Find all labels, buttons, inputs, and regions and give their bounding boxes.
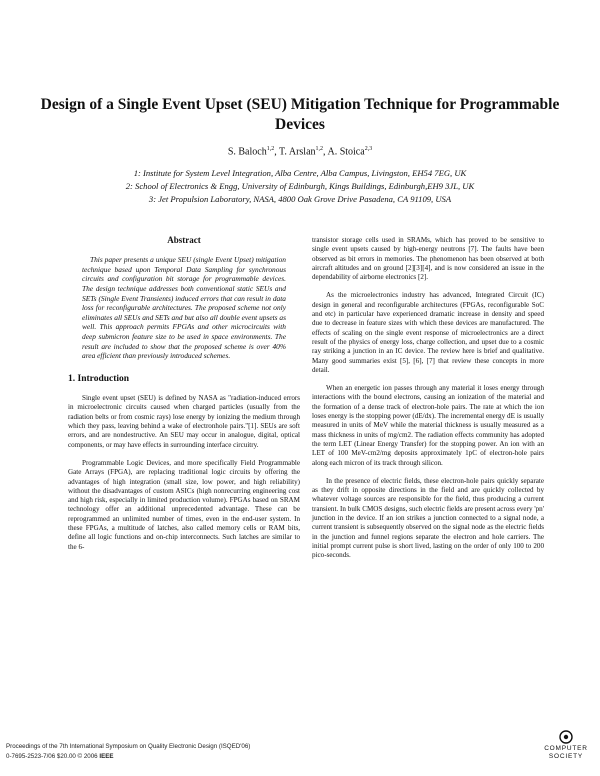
abstract-text: This paper presents a unique SEU (single Event Upset) mitigation technique based upon Temporal Data Sampling for synchronous circuits and configuration bit storage for programmable devices. The design technique addresses both conventional static SEUs and SETs (Single Event Transients) induced errors that can result in data loss for reconfigurable architectures. The proposed scheme not only eliminates all SEUs and SETs and but also all double event upsets as well. This approach permits FPGAs and other microcircuits with deep submicron feature size to be used in space environments. The result are included to show that the proposed scheme is over 40% area efficient than previously introduced schemes. <box>82 255 286 361</box>
author-affil-sup: 2,3 <box>364 146 373 152</box>
page-footer <box>6 742 250 761</box>
author-name: T. Arslan <box>279 146 316 158</box>
body-paragraph: Programmable Logic Devices, and more specifically Field Programmable Gate Arrays (FPGA), are replacing traditional logic circuits by offering the advantages of high integration (small size, low power, and high reliability) without the disadvantages of custom ASICs (high nonrecurring engineering cost and high risk, especially in limited production volume). FPGAs based on SRAM technology offer an additional unprecedented advantage. These can be reprogrammed an unlimited number of times, even in the end-user system. In these FPGAs, a multitude of latches, also called memory cells or RAM bits, define all logic functions and on-chip interconnects. Such latches are similar to the 6- <box>68 458 300 551</box>
paper-title: Design of a Single Event Upset (SEU) Mitigation Technique for Programmable Devices <box>40 96 560 133</box>
affiliation: 1: Institute for System Level Integration, Alba Centre, Alba Campus, Livingston, EH54 7EG, UK <box>133 168 467 178</box>
computer-society-icon <box>557 730 575 744</box>
footer-copyright <box>6 752 250 762</box>
author-affil-sup: 1,2 <box>266 146 275 152</box>
author-affil-sup: 1,2 <box>315 146 324 152</box>
logo-text-computer: COMPUTER <box>544 745 588 752</box>
author-name: S. Baloch <box>227 146 267 158</box>
computer-society-logo <box>536 730 596 761</box>
right-column <box>312 236 544 570</box>
body-paragraph: When an energetic ion passes through any material it loses energy through interactions with the bound electrons, causing an ionization of the material and the formation of a dense track of electron-hole pairs. The rate at which the ion loses energy is the stopping power (dE/dx). The incremental energy dE is usually measured in units of MeV while the material thickness is usually measured as a mass thickness in units of mg/cm2. The radiation effects community has adopted the term LET (Linear Energy Transfer) for the stopping power. An ion with an LET of 100 MeV-cm2/mg deposits approximately 1pC of electron-hole pairs along each micron of its track through silicon. <box>312 384 544 467</box>
section-heading-introduction: 1. Introduction <box>68 373 130 384</box>
footer-ieee: IEEE <box>99 752 114 760</box>
footer-proceedings: Proceedings of the 7th International Symposium on Quality Electronic Design (ISQED'06) <box>6 743 251 750</box>
logo-text-society: SOCIETY <box>548 753 584 760</box>
body-paragraph: transistor storage cells used in SRAMs, which has proved to be sensitive to single event upsets caused by high-energy neutrons [7]. The faults have been observed as bit errors in memories. The phenomenon has been observed at both aircraft altitudes and on ground [2][3][4], and is now considered an issue in the dependability of airborne electronics [2]. <box>312 236 544 282</box>
left-column <box>68 236 300 561</box>
body-paragraph: Single event upset (SEU) is defined by NASA as "radiation-induced errors in microelectronic circuits caused when charged particles (usually from the radiation belts or from cosmic rays) lose energy by ionizing the medium through which they pass, leaving behind a wake of electronhole pairs."[1]. SEUs are soft errors, and are nondestructive. An SEU may occur in analogue, digital, optical components, or may have effects in surrounding interface circuitry. <box>68 394 300 449</box>
affiliation: 3: Jet Propulsion Laboratory, NASA, 4800 Oak Grove Drive Pasadena, CA 91109, USA <box>148 194 452 204</box>
footer-isbn: 0-7695-2523-7/06 $20.00 © 2006 <box>6 752 98 760</box>
affiliation-list <box>0 167 600 206</box>
body-paragraph: As the microelectronics industry has advanced, Integrated Circuit (IC) design in general and reconfigurable architectures (FPGAs, reconfigurable SoC and etc) in particular have experienced dramatic increase in density and speed due to decrease in feature sizes with which these devices are manufactured. The effects of scaling on the single event response of microelectronics are a direct result of the physics of energy loss, charge collection, and upset due to a cosmic ray striking a junction in an IC device. The review here is brief and qualitative. Many good summaries exist [5], [6], [7] that review these concepts in more detail. <box>312 291 544 374</box>
affiliation: 2: School of Electronics & Engg, University of Edinburgh, Kings Buildings, Edinburgh,EH9 3JL, UK <box>125 181 475 191</box>
body-paragraph: In the presence of electric fields, these electron-hole pairs quickly separate as they drift in opposite directions in the field and are quickly collected by whatever voltage sources are responsible for the field, thus producing a current transient. In bulk CMOS designs, such electric fields are present across every 'pn' junction in the device. If an ion strikes a junction connected to a signal node, a current transient is subsequently observed on the signal node as the electric fields in the junction and funnel regions separate the electron and hole carriers. The initial prompt current pulse is short lived, lasting on the order of only 100 to 200 pico-seconds. <box>312 476 544 560</box>
abstract-heading: Abstract <box>167 235 201 245</box>
author-name: A. Stoica <box>327 146 365 158</box>
author-list: S. Baloch$^{1,2}$, T. Arslan$^{1,2}$, A. Stoica$^{2,3}$ <box>227 146 373 158</box>
